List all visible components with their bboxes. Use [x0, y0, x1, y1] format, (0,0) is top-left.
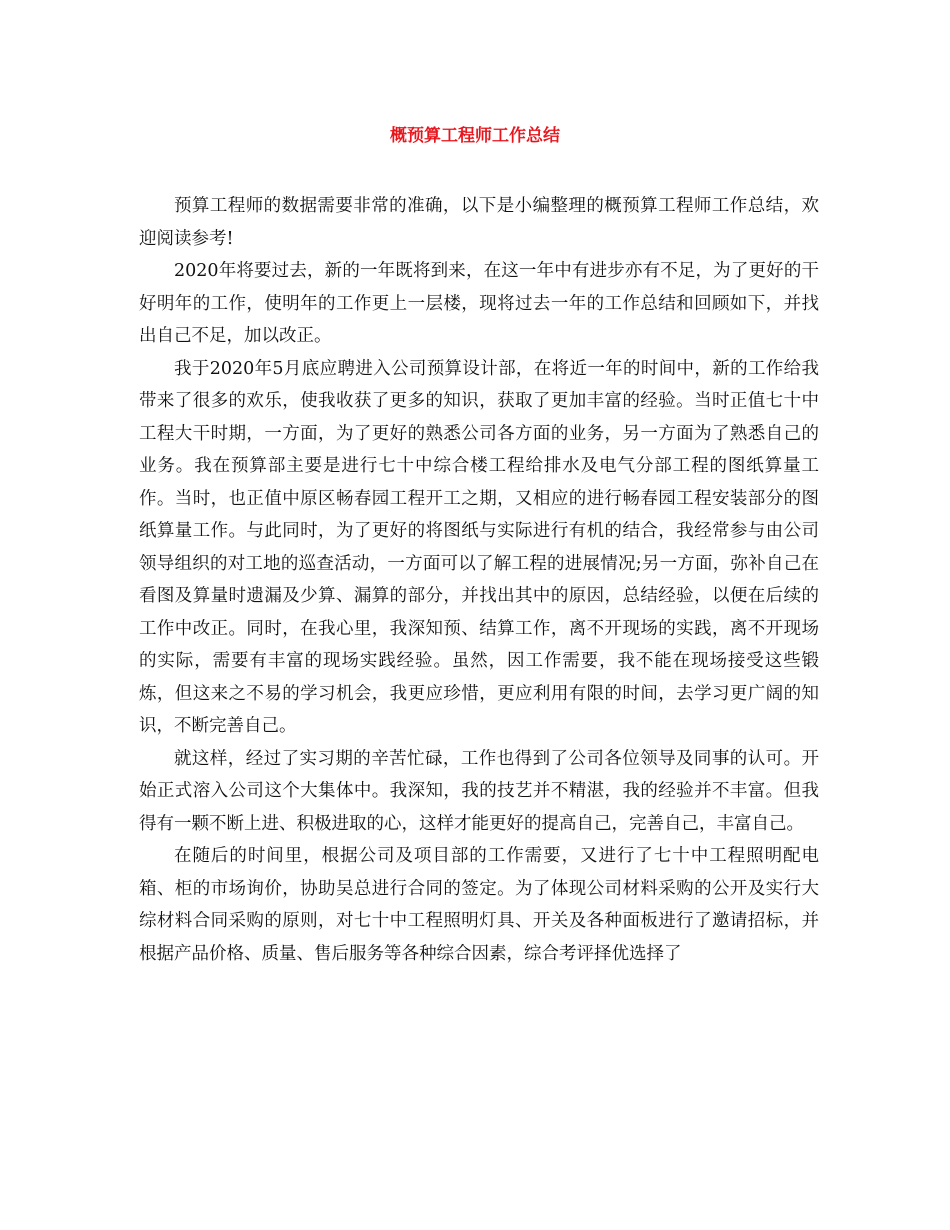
document-body: [139, 190, 819, 970]
paragraph: 我于2020年5月底应聘进入公司预算设计部，在将近一年的时间中，新的工作给我带来了很多的欢乐，使我收获了更多的知识，获取了更加丰富的经验。当时正值七十中工程大干时期，一方面，为了更好的熟悉公司各方面的业务，另一方面为了熟悉自己的业务。我在预算部主要是进行七十中综合楼工程给排水及电气分部工程的图纸算量工作。当时，也正值中原区畅春园工程开工之期，又相应的进行畅春园工程安装部分的图纸算量工作。与此同时，为了更好的将图纸与实际进行有机的结合，我经常参与由公司领导组织的对工地的巡查活动，一方面可以了解工程的进展情况;另一方面，弥补自己在看图及算量时遗漏及少算、漏算的部分，并找出其中的原因，总结经验，以便在后续的工作中改正。同时，在我心里，我深知预、结算工作，离不开现场的实践，离不开现场的实际，需要有丰富的现场实践经验。虽然，因工作需要，我不能在现场接受这些锻炼，但这来之不易的学习机会，我更应珍惜，更应利用有限的时间，去学习更广阔的知识，不断完善自己。: [139, 358, 819, 736]
paragraph: 2020年将要过去，新的一年既将到来，在这一年中有进步亦有不足，为了更好的干好明年的工作，使明年的工作更上一层楼，现将过去一年的工作总结和回顾如下，并找出自己不足，加以改正。: [139, 261, 819, 346]
paragraph: 就这样，经过了实习期的辛苦忙碌，工作也得到了公司各位领导及同事的认可。开始正式溶入公司这个大集体中。我深知，我的技艺并不精湛，我的经验并不丰富。但我得有一颗不断上进、积极进取的心，这样才能更好的提高自己，完善自己，丰富自己。: [139, 748, 819, 834]
document-title: 概预算工程师工作总结: [390, 126, 560, 146]
paragraph: 在随后的时间里，根据公司及项目部的工作需要，又进行了七十中工程照明配电箱、柜的市场询价，协助吴总进行合同的签定。为了体现公司材料采购的公开及实行大综材料合同采购的原则，对七十中工程照明灯具、开关及各种面板进行了邀请招标，并根据产品价格、质量、售后服务等各种综合因素，综合考评择优选择了: [139, 846, 819, 964]
paragraph: 预算工程师的数据需要非常的准确，以下是小编整理的概预算工程师工作总结，欢迎阅读参考!: [139, 196, 819, 249]
